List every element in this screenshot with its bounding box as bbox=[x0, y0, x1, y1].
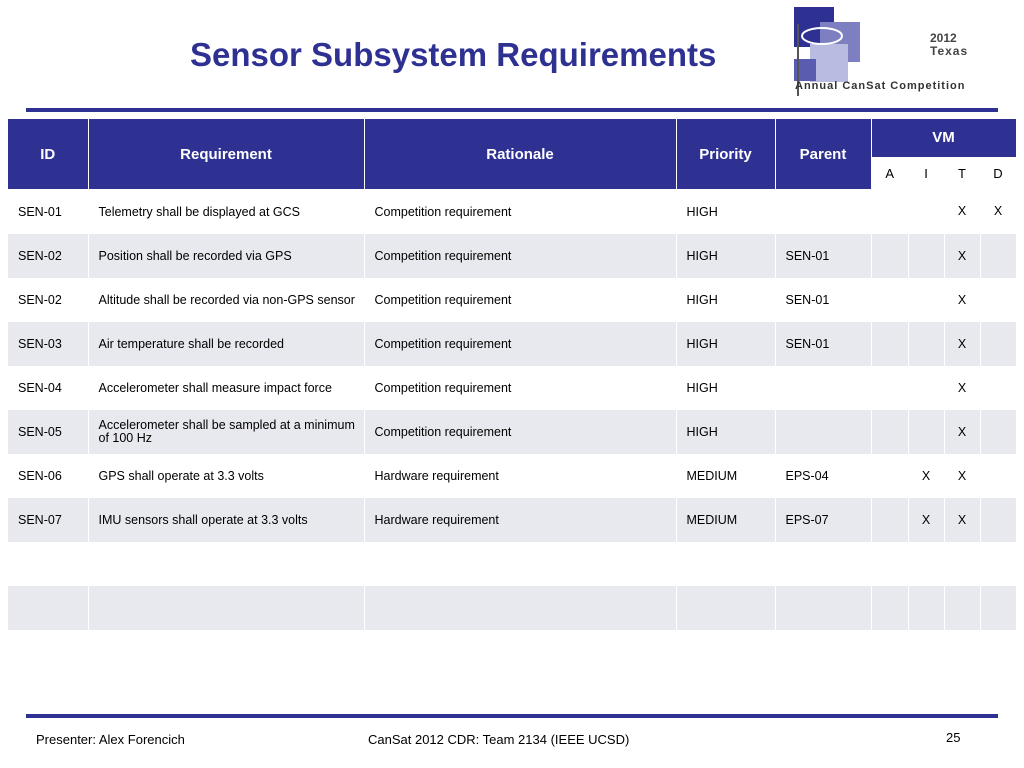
table-row bbox=[8, 542, 1016, 586]
cell-vm-t: X bbox=[944, 366, 980, 410]
cell-id: SEN-06 bbox=[8, 454, 88, 498]
logo-location: Texas bbox=[930, 44, 969, 58]
header-vm-d: D bbox=[980, 157, 1016, 190]
cell-vm-d bbox=[980, 366, 1016, 410]
cell-vm-a bbox=[871, 410, 908, 454]
cell-parent bbox=[775, 542, 871, 586]
cell-priority: HIGH bbox=[676, 278, 775, 322]
cell-rationale: Competition requirement bbox=[364, 322, 676, 366]
cell-rationale: Competition requirement bbox=[364, 190, 676, 235]
cell-vm-i bbox=[908, 322, 944, 366]
cell-rationale: Hardware requirement bbox=[364, 498, 676, 542]
cell-parent: SEN-01 bbox=[775, 234, 871, 278]
cell-vm-t: X bbox=[944, 498, 980, 542]
table-row bbox=[8, 498, 1016, 542]
cell-vm-a bbox=[871, 190, 908, 235]
cell-vm-i: X bbox=[908, 498, 944, 542]
header-rationale: Rationale bbox=[364, 119, 676, 190]
cell-vm-t: X bbox=[944, 278, 980, 322]
cell-vm-d: X bbox=[980, 190, 1016, 235]
header-parent: Parent bbox=[775, 119, 871, 190]
cell-parent: SEN-01 bbox=[775, 278, 871, 322]
cell-requirement: IMU sensors shall operate at 3.3 volts bbox=[88, 498, 364, 542]
cell-vm-d bbox=[980, 586, 1016, 630]
table-row bbox=[8, 586, 1016, 630]
cell-id: SEN-01 bbox=[8, 190, 88, 235]
cell-vm-i: X bbox=[908, 454, 944, 498]
cell-id: SEN-02 bbox=[8, 278, 88, 322]
cell-vm-d bbox=[980, 234, 1016, 278]
cell-parent bbox=[775, 190, 871, 235]
cell-id: SEN-04 bbox=[8, 366, 88, 410]
cell-priority bbox=[676, 586, 775, 630]
table-row bbox=[8, 190, 1016, 235]
cell-requirement: Telemetry shall be displayed at GCS bbox=[88, 190, 364, 235]
cell-priority bbox=[676, 542, 775, 586]
cell-id: SEN-07 bbox=[8, 498, 88, 542]
cell-vm-i bbox=[908, 410, 944, 454]
table-row bbox=[8, 454, 1016, 498]
bottom-rule bbox=[26, 714, 998, 718]
slide-title: Sensor Subsystem Requirements bbox=[190, 36, 717, 73]
cell-vm-a bbox=[871, 366, 908, 410]
cell-requirement: Altitude shall be recorded via non-GPS sensor bbox=[88, 278, 364, 322]
cell-priority: MEDIUM bbox=[676, 454, 775, 498]
table-row bbox=[8, 410, 1016, 454]
logo-name: Annual CanSat Competition bbox=[795, 80, 966, 92]
cell-vm-d bbox=[980, 454, 1016, 498]
cell-rationale: Competition requirement bbox=[364, 366, 676, 410]
cell-vm-t: X bbox=[944, 322, 980, 366]
cell-vm-i bbox=[908, 586, 944, 630]
cell-vm-t: X bbox=[944, 234, 980, 278]
header-vm: VM bbox=[871, 119, 1016, 157]
cell-rationale bbox=[364, 542, 676, 586]
table-row bbox=[8, 366, 1016, 410]
cell-parent bbox=[775, 366, 871, 410]
page-number: 25 bbox=[946, 730, 961, 745]
header-vm-i: I bbox=[908, 157, 944, 190]
header-vm-a: A bbox=[871, 157, 908, 190]
footer-center: CanSat 2012 CDR: Team 2134 (IEEE UCSD) bbox=[368, 732, 630, 747]
cell-parent bbox=[775, 586, 871, 630]
cell-priority: HIGH bbox=[676, 234, 775, 278]
cell-requirement: Accelerometer shall be sampled at a minimum of 100 Hz bbox=[88, 410, 364, 454]
cell-id: SEN-02 bbox=[8, 234, 88, 278]
header-priority: Priority bbox=[676, 119, 775, 190]
cell-requirement bbox=[88, 586, 364, 630]
cell-priority: HIGH bbox=[676, 410, 775, 454]
cell-requirement bbox=[88, 542, 364, 586]
cell-vm-i bbox=[908, 366, 944, 410]
cell-parent: EPS-07 bbox=[775, 498, 871, 542]
table-row bbox=[8, 322, 1016, 366]
cell-vm-d bbox=[980, 410, 1016, 454]
cell-requirement: GPS shall operate at 3.3 volts bbox=[88, 454, 364, 498]
top-rule bbox=[26, 108, 998, 112]
cell-vm-t bbox=[944, 542, 980, 586]
cell-rationale: Competition requirement bbox=[364, 234, 676, 278]
cell-vm-a bbox=[871, 322, 908, 366]
cell-parent bbox=[775, 410, 871, 454]
cell-vm-a bbox=[871, 586, 908, 630]
cell-id bbox=[8, 542, 88, 586]
cell-vm-d bbox=[980, 278, 1016, 322]
cell-id bbox=[8, 586, 88, 630]
requirements-table bbox=[8, 119, 1017, 630]
cell-vm-i bbox=[908, 278, 944, 322]
cell-vm-t: X bbox=[944, 410, 980, 454]
cell-requirement: Position shall be recorded via GPS bbox=[88, 234, 364, 278]
header-vm-t: T bbox=[944, 157, 980, 190]
cell-vm-i bbox=[908, 542, 944, 586]
cell-vm-a bbox=[871, 278, 908, 322]
cell-rationale bbox=[364, 586, 676, 630]
footer-presenter: Presenter: Alex Forencich bbox=[36, 732, 185, 747]
cell-vm-t: X bbox=[944, 190, 980, 235]
cell-vm-t: X bbox=[944, 454, 980, 498]
cell-priority: MEDIUM bbox=[676, 498, 775, 542]
cell-requirement: Air temperature shall be recorded bbox=[88, 322, 364, 366]
cell-vm-i bbox=[908, 190, 944, 235]
header-id: ID bbox=[8, 119, 88, 190]
logo-year: 2012 bbox=[930, 31, 957, 45]
cell-priority: HIGH bbox=[676, 322, 775, 366]
cell-requirement: Accelerometer shall measure impact force bbox=[88, 366, 364, 410]
cell-rationale: Competition requirement bbox=[364, 410, 676, 454]
cell-vm-a bbox=[871, 498, 908, 542]
cell-vm-i bbox=[908, 234, 944, 278]
cell-priority: HIGH bbox=[676, 190, 775, 235]
cell-id: SEN-03 bbox=[8, 322, 88, 366]
cell-vm-d bbox=[980, 322, 1016, 366]
cell-vm-t bbox=[944, 586, 980, 630]
cell-vm-d bbox=[980, 498, 1016, 542]
cell-parent: EPS-04 bbox=[775, 454, 871, 498]
cell-rationale: Hardware requirement bbox=[364, 454, 676, 498]
header-requirement: Requirement bbox=[88, 119, 364, 190]
table-row bbox=[8, 234, 1016, 278]
cell-rationale: Competition requirement bbox=[364, 278, 676, 322]
cell-id: SEN-05 bbox=[8, 410, 88, 454]
cell-vm-a bbox=[871, 234, 908, 278]
cell-priority: HIGH bbox=[676, 366, 775, 410]
cell-parent: SEN-01 bbox=[775, 322, 871, 366]
cell-vm-a bbox=[871, 454, 908, 498]
table-row bbox=[8, 278, 1016, 322]
cell-vm-d bbox=[980, 542, 1016, 586]
cell-vm-a bbox=[871, 542, 908, 586]
